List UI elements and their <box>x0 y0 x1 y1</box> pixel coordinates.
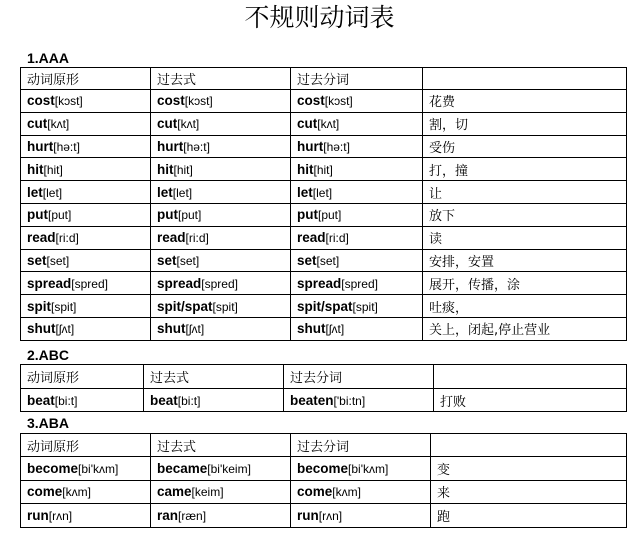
verb-word: set <box>297 252 317 268</box>
verb-row <box>21 90 627 113</box>
past-tense-cell <box>151 457 291 481</box>
meaning-cell: 安排，安置 <box>423 249 627 272</box>
header-meaning <box>423 68 627 90</box>
header-past-participle: 过去分词 <box>284 365 434 389</box>
past-participle-cell <box>291 90 423 113</box>
verb-row <box>21 389 627 412</box>
base-form-cell <box>21 181 151 204</box>
header-past-participle: 过去分词 <box>291 434 431 457</box>
verb-word: read <box>27 230 56 246</box>
verb-word: spread <box>27 275 72 291</box>
verb-word: ran <box>157 507 179 523</box>
base-form-cell <box>21 295 151 318</box>
past-participle-cell <box>291 181 423 204</box>
phonetic: [kɔst] <box>184 94 213 109</box>
phonetic: [hit] <box>43 162 63 177</box>
base-form-cell <box>21 203 151 226</box>
verb-word: read <box>157 230 186 246</box>
verb-word: became <box>157 460 208 476</box>
past-participle-cell <box>291 272 423 295</box>
base-form-cell <box>21 90 151 113</box>
verb-row <box>21 181 627 204</box>
phonetic: [ri:d] <box>325 231 349 246</box>
phonetic: [keim] <box>191 485 224 500</box>
past-participle-cell <box>291 317 423 340</box>
phonetic: [ʃʌt] <box>325 322 345 337</box>
verb-word: put <box>27 207 48 223</box>
verb-row <box>21 203 627 226</box>
header-base-form: 动词原形 <box>21 68 151 90</box>
verb-word: spread <box>157 275 202 291</box>
header-meaning <box>434 365 627 389</box>
phonetic: [spred] <box>71 276 108 291</box>
base-form-cell <box>21 249 151 272</box>
phonetic: [kʌm] <box>332 485 361 500</box>
verb-word: cost <box>27 93 55 109</box>
verb-row <box>21 504 627 528</box>
verb-word: read <box>297 230 326 246</box>
meaning-cell: 展开，传播，涂 <box>423 272 627 295</box>
header-past-tense: 过去式 <box>144 365 284 389</box>
phonetic: [hə:t] <box>183 139 210 154</box>
base-form-cell <box>21 504 151 528</box>
verb-word: beat <box>150 392 178 408</box>
phonetic: [bi:t] <box>54 393 78 408</box>
phonetic: [put] <box>318 208 342 223</box>
phonetic: [let] <box>172 185 193 200</box>
phonetic: [bi'kʌm] <box>78 461 119 476</box>
meaning-cell: 打，撞 <box>423 158 627 181</box>
verb-word: shut <box>157 321 186 337</box>
phonetic: [hit] <box>313 162 333 177</box>
header-base-form: 动词原形 <box>21 365 144 389</box>
verb-row <box>21 226 627 249</box>
meaning-cell: 来 <box>431 480 627 504</box>
verb-row <box>21 295 627 318</box>
verb-word: cut <box>27 116 48 132</box>
phonetic: [kʌm] <box>62 485 91 500</box>
past-tense-cell <box>151 203 291 226</box>
base-form-cell <box>21 389 144 412</box>
meaning-cell: 放下 <box>423 203 627 226</box>
verb-word: run <box>27 507 49 523</box>
verb-word: hurt <box>297 138 324 154</box>
verb-word: set <box>27 252 47 268</box>
verb-word: let <box>297 184 313 200</box>
meaning-cell: 变 <box>431 457 627 481</box>
verb-word: came <box>157 484 192 500</box>
past-tense-cell <box>151 317 291 340</box>
meaning-cell: 读 <box>423 226 627 249</box>
phonetic: [let] <box>312 185 333 200</box>
phonetic: [hit] <box>173 162 193 177</box>
past-participle-cell <box>291 480 431 504</box>
phonetic: [put] <box>178 208 202 223</box>
phonetic: [spit] <box>212 299 238 314</box>
table-header-row <box>21 434 627 457</box>
past-tense-cell <box>151 226 291 249</box>
past-participle-cell <box>291 158 423 181</box>
past-participle-cell <box>291 135 423 158</box>
phonetic: [kʌt] <box>177 117 200 132</box>
verb-row <box>21 158 627 181</box>
phonetic: [set] <box>46 253 70 268</box>
past-participle-cell <box>291 112 423 135</box>
past-tense-cell <box>151 112 291 135</box>
verb-word: spit <box>27 298 52 314</box>
table-header-row <box>21 365 627 389</box>
past-tense-cell <box>151 249 291 272</box>
verb-table-aaa <box>20 67 627 341</box>
meaning-cell: 打败 <box>434 389 627 412</box>
verb-word: come <box>27 484 63 500</box>
verb-word: shut <box>297 321 326 337</box>
verb-word: cost <box>297 93 325 109</box>
base-form-cell <box>21 272 151 295</box>
meaning-cell: 受伤 <box>423 135 627 158</box>
verb-word: hurt <box>27 138 54 154</box>
header-meaning <box>431 434 627 457</box>
phonetic: [ri:d] <box>55 231 79 246</box>
verb-word: beaten <box>290 392 334 408</box>
header-past-participle: 过去分词 <box>291 68 423 90</box>
phonetic: [spit] <box>51 299 77 314</box>
verb-row <box>21 135 627 158</box>
base-form-cell <box>21 317 151 340</box>
verb-word: put <box>297 207 318 223</box>
phonetic: [set] <box>316 253 340 268</box>
header-base-form: 动词原形 <box>21 434 151 457</box>
verb-word: become <box>27 460 79 476</box>
phonetic: [spred] <box>201 276 238 291</box>
section-title-aaa: 1.AAA <box>27 50 70 66</box>
verb-word: let <box>157 184 173 200</box>
phonetic: [spit] <box>352 299 378 314</box>
phonetic: [kɔst] <box>54 94 83 109</box>
meaning-cell: 跑 <box>431 504 627 528</box>
past-tense-cell <box>151 181 291 204</box>
base-form-cell <box>21 480 151 504</box>
verb-row <box>21 272 627 295</box>
verb-word: come <box>297 484 333 500</box>
base-form-cell <box>21 457 151 481</box>
table-header-row <box>21 68 627 90</box>
verb-row <box>21 317 627 340</box>
past-tense-cell <box>151 90 291 113</box>
verb-row <box>21 112 627 135</box>
phonetic: [kʌt] <box>317 117 340 132</box>
phonetic: [set] <box>176 253 200 268</box>
phonetic: [ri:d] <box>185 231 209 246</box>
past-tense-cell <box>151 480 291 504</box>
meaning-cell: 吐痰， <box>423 295 627 318</box>
past-participle-cell <box>291 504 431 528</box>
phonetic: [bi'keim] <box>207 461 251 476</box>
verb-word: cost <box>157 93 185 109</box>
verb-word: become <box>297 460 349 476</box>
past-participle-cell <box>284 389 434 412</box>
base-form-cell <box>21 112 151 135</box>
phonetic: [ræn] <box>178 508 207 523</box>
verb-word: hurt <box>157 138 184 154</box>
past-participle-cell <box>291 295 423 318</box>
phonetic: [kʌt] <box>47 117 70 132</box>
verb-word: run <box>297 507 319 523</box>
verb-table-abc <box>20 364 627 412</box>
verb-word: beat <box>27 392 55 408</box>
verb-row <box>21 457 627 481</box>
verb-row <box>21 480 627 504</box>
section-title-abc: 2.ABC <box>27 347 70 363</box>
past-tense-cell <box>151 135 291 158</box>
verb-word: set <box>157 252 177 268</box>
phonetic: [hə:t] <box>323 139 350 154</box>
phonetic: [put] <box>48 208 72 223</box>
verb-word: spread <box>297 275 342 291</box>
past-participle-cell <box>291 457 431 481</box>
page-title: 不规则动词表 <box>244 3 395 32</box>
verb-row <box>21 249 627 272</box>
verb-word: spit/spat <box>297 298 353 314</box>
verb-word: let <box>27 184 43 200</box>
meaning-cell: 花费 <box>423 90 627 113</box>
header-past-tense: 过去式 <box>151 434 291 457</box>
past-participle-cell <box>291 249 423 272</box>
past-participle-cell <box>291 203 423 226</box>
phonetic: ['bi:tn] <box>333 393 366 408</box>
base-form-cell <box>21 158 151 181</box>
past-tense-cell <box>144 389 284 412</box>
base-form-cell <box>21 135 151 158</box>
verb-word: cut <box>157 116 178 132</box>
verb-table-aba <box>20 433 627 528</box>
past-participle-cell <box>291 226 423 249</box>
phonetic: [let] <box>42 185 63 200</box>
phonetic: [spred] <box>341 276 378 291</box>
verb-word: hit <box>157 161 174 177</box>
phonetic: [rʌn] <box>48 508 73 523</box>
phonetic: [bi:t] <box>177 393 201 408</box>
phonetic: [rʌn] <box>318 508 343 523</box>
meaning-cell: 割，切 <box>423 112 627 135</box>
base-form-cell <box>21 226 151 249</box>
phonetic: [hə:t] <box>53 139 80 154</box>
verb-word: put <box>157 207 178 223</box>
past-tense-cell <box>151 295 291 318</box>
phonetic: [ʃʌt] <box>55 322 75 337</box>
verb-word: hit <box>27 161 44 177</box>
section-title-aba: 3.ABA <box>27 415 70 431</box>
phonetic: [ʃʌt] <box>185 322 205 337</box>
phonetic: [kɔst] <box>324 94 353 109</box>
meaning-cell: 关上，闭起,停止营业 <box>423 317 627 340</box>
verb-word: cut <box>297 116 318 132</box>
past-tense-cell <box>151 158 291 181</box>
phonetic: [bi'kʌm] <box>348 461 389 476</box>
verb-word: hit <box>297 161 314 177</box>
header-past-tense: 过去式 <box>151 68 291 90</box>
past-tense-cell <box>151 272 291 295</box>
meaning-cell: 让 <box>423 181 627 204</box>
past-tense-cell <box>151 504 291 528</box>
verb-word: shut <box>27 321 56 337</box>
verb-word: spit/spat <box>157 298 213 314</box>
